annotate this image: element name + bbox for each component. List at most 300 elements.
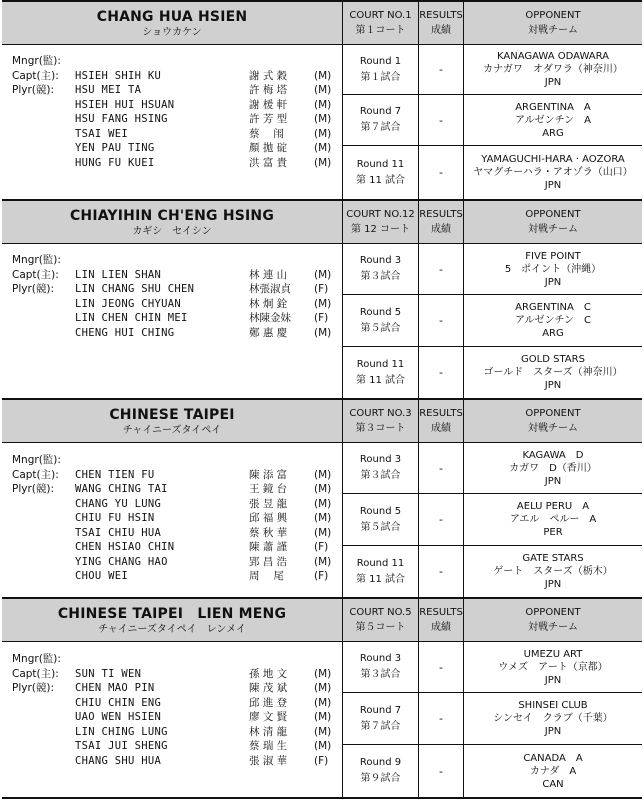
opponent-cell <box>464 745 642 797</box>
player-gender: (F) <box>314 312 329 324</box>
round-cell <box>343 642 419 692</box>
round-label: Round 9 <box>359 757 402 768</box>
player-name-zh: 鄭 惠 慶 <box>249 326 288 339</box>
opponent-label-jp: 対戦チーム <box>528 25 578 36</box>
opponent-label: OPPONENT <box>525 607 581 618</box>
results-label-jp: 成績 <box>431 423 451 434</box>
results-label-jp: 成績 <box>431 622 451 633</box>
results-label: RESULTS <box>419 10 463 21</box>
opponent-name-jp: カナダ A <box>529 765 577 777</box>
match-row <box>343 546 642 597</box>
team-body <box>2 45 642 199</box>
opponent-name-jp: 5 ポイント（沖縄） <box>504 263 602 275</box>
player-row <box>2 98 342 113</box>
player-row <box>2 725 342 740</box>
court-number: COURT NO.3 <box>349 408 412 419</box>
court-cell <box>343 201 419 243</box>
court-number: COURT NO.1 <box>349 10 412 21</box>
player-name-zh: 顏 拋 碇 <box>249 142 288 154</box>
team-body <box>2 642 642 797</box>
opponent-name-jp: シンセイ クラブ（千葉） <box>493 713 613 724</box>
opponent-label-jp: 対戦チーム <box>528 224 578 235</box>
player-list <box>2 642 343 797</box>
role-label: Capt(主): <box>12 69 59 82</box>
team-name-kana: カギシ セイシン <box>132 226 212 237</box>
player-name-zh: 林陳金妹 <box>249 312 291 324</box>
role-label: Mngr(監): <box>12 55 61 67</box>
match-list <box>343 244 642 398</box>
team-name-cell <box>2 400 343 442</box>
team-header <box>2 2 642 45</box>
round-label: Round 5 <box>359 505 402 517</box>
court-cell <box>343 400 419 442</box>
player-gender: (M) <box>314 84 332 96</box>
opponent-header <box>464 599 642 641</box>
team-name: CHINESE TAIPEI <box>109 407 235 423</box>
player-name-zh: 蔡 瑞 生 <box>249 740 288 752</box>
team-header <box>2 400 642 443</box>
round-cell <box>343 494 419 545</box>
court-number-jp: 第１コート <box>355 25 406 36</box>
player-name: CHOU WEI <box>75 570 128 582</box>
role-label: Mngr(監): <box>12 254 61 266</box>
player-row <box>2 282 342 297</box>
player-row <box>2 754 342 769</box>
player-list <box>2 244 343 398</box>
team-name-cell <box>2 201 343 243</box>
match-row <box>343 443 642 494</box>
player-name: TSAI JUI SHENG <box>75 740 168 752</box>
player-gender: (F) <box>314 754 329 767</box>
round-cell <box>343 443 419 493</box>
opponent-country: ARG <box>542 127 564 139</box>
player-row <box>2 453 342 468</box>
player-name-zh: 謝 式 穀 <box>249 69 288 82</box>
opponent-name-jp: カガワ D（香川） <box>509 462 597 474</box>
court-cell <box>343 599 419 641</box>
player-name: CHIU FU HSIN <box>75 512 155 524</box>
player-row <box>2 112 342 127</box>
player-name: SUN TI WEN <box>75 667 142 680</box>
player-name-zh: 邱 進 登 <box>249 696 288 709</box>
match-list <box>343 443 642 597</box>
player-gender: (M) <box>314 297 332 310</box>
result-cell: - <box>419 494 464 545</box>
opponent-header <box>464 2 642 44</box>
player-name-zh: 林 連 山 <box>249 268 288 281</box>
role-label: Mngr(監): <box>12 454 61 466</box>
court-number-jp: 第５コート <box>355 622 406 633</box>
round-cell <box>343 295 419 346</box>
round-cell <box>343 95 419 145</box>
opponent-country: JPN <box>544 77 562 88</box>
player-gender: (M) <box>314 725 332 738</box>
opponent-country: JPN <box>544 380 562 391</box>
player-name: YING CHANG HAO <box>75 555 168 568</box>
result-cell: - <box>419 95 464 145</box>
result-cell: - <box>419 546 464 597</box>
match-row <box>343 494 642 546</box>
player-row <box>2 127 342 142</box>
results-label: RESULTS <box>419 607 463 618</box>
match-row <box>343 642 642 693</box>
opponent-name: UMEZU ART <box>523 648 583 660</box>
opponent-cell <box>464 642 642 692</box>
opponent-name: ARGENTINA A <box>515 101 591 113</box>
result-cell: - <box>419 295 464 346</box>
opponent-name: AELU PERU A <box>516 501 590 512</box>
court-number-jp: 第 12 コート <box>350 224 411 235</box>
round-label: Round 11 <box>356 358 405 370</box>
team-name: CHINESE TAIPEI LIEN MENG <box>57 606 287 622</box>
opponent-cell <box>464 295 642 346</box>
round-cell <box>343 546 419 597</box>
player-row <box>2 311 342 326</box>
match-row <box>343 347 642 398</box>
team-block <box>2 400 642 599</box>
player-name: CHEN HSIAO CHIN <box>75 541 175 553</box>
round-label: Round 7 <box>359 704 402 716</box>
team-block <box>2 2 642 201</box>
player-name-zh: 周 尾 <box>249 570 284 582</box>
round-cell <box>343 146 419 199</box>
round-label: Round 7 <box>359 106 402 117</box>
round-label-jp: 第７試合 <box>360 122 401 133</box>
opponent-cell <box>464 347 642 398</box>
results-label: RESULTS <box>419 209 463 220</box>
player-name: LIN CHING LUNG <box>75 725 168 738</box>
match-row <box>343 693 642 745</box>
court-number: COURT NO.12 <box>346 209 415 220</box>
result-cell: - <box>419 146 464 199</box>
result-cell: - <box>419 745 464 797</box>
player-row <box>2 511 342 526</box>
player-name: CHEN TIEN FU <box>75 468 155 481</box>
player-name: LIN LIEN SHAN <box>75 268 162 281</box>
player-row <box>2 326 342 341</box>
opponent-label: OPPONENT <box>525 408 581 419</box>
round-cell <box>343 244 419 294</box>
opponent-name: KANAGAWA ODAWARA <box>496 51 610 62</box>
round-label: Round 3 <box>359 653 402 664</box>
opponent-name: ARGENTINA C <box>515 302 591 313</box>
opponent-name: YAMAGUCHI-HARA · AOZORA <box>481 154 625 165</box>
player-gender: (M) <box>314 268 332 281</box>
opponent-label-jp: 対戦チーム <box>528 423 578 434</box>
opponent-label: OPPONENT <box>525 10 581 21</box>
player-gender: (M) <box>314 512 332 524</box>
player-name: HSIEH HUI HSUAN <box>75 98 175 111</box>
player-name: CHIU CHIN ENG <box>75 696 162 709</box>
opponent-cell <box>464 443 642 493</box>
results-header <box>419 2 464 44</box>
role-label: Plyr(競): <box>12 483 55 495</box>
player-row <box>2 468 342 483</box>
opponent-name: GATE STARS <box>522 553 584 564</box>
match-row <box>343 244 642 295</box>
result-cell: - <box>419 244 464 294</box>
result-cell: - <box>419 443 464 493</box>
player-name-zh: 張 昱 龍 <box>249 497 288 510</box>
team-name-kana: ショウカケン <box>142 27 202 38</box>
player-row <box>2 652 342 667</box>
player-name: TSAI WEI <box>75 127 128 140</box>
result-cell: - <box>419 45 464 94</box>
player-name-zh: 許 芳 型 <box>249 113 288 125</box>
player-list <box>2 45 343 199</box>
player-gender: (M) <box>314 711 332 723</box>
opponent-name-jp: アルゼンチン C <box>514 315 592 326</box>
player-row <box>2 540 342 555</box>
results-header <box>419 400 464 442</box>
player-name-zh: 蔡 秋 華 <box>249 526 288 539</box>
player-row <box>2 667 342 682</box>
opponent-name-jp: ゴールド スターズ（神奈川） <box>483 367 623 378</box>
match-row <box>343 95 642 146</box>
round-label-jp: 第 11 試合 <box>355 374 406 386</box>
opponent-cell <box>464 95 642 145</box>
player-name-zh: 謝 楥 軒 <box>249 98 288 111</box>
player-row <box>2 297 342 312</box>
player-name: HSIEH SHIH KU <box>75 69 162 82</box>
round-label-jp: 第５試合 <box>360 322 401 334</box>
player-name-zh: 林張淑貞 <box>249 283 291 295</box>
player-gender: (F) <box>314 570 329 582</box>
opponent-label-jp: 対戦チーム <box>528 622 578 633</box>
player-name: HSU FANG HSING <box>75 113 168 125</box>
opponent-country: CAN <box>542 778 564 790</box>
player-gender: (M) <box>314 113 332 125</box>
round-label-jp: 第５試合 <box>360 521 401 533</box>
round-label-jp: 第 11 試合 <box>355 573 406 585</box>
player-row <box>2 268 342 283</box>
opponent-country: JPN <box>544 726 562 737</box>
player-name: LIN CHEN CHIN MEI <box>75 312 188 324</box>
results-label-jp: 成績 <box>431 224 451 235</box>
player-name: LIN JEONG CHYUAN <box>75 297 181 310</box>
player-gender: (M) <box>314 69 332 82</box>
round-cell <box>343 745 419 797</box>
round-cell <box>343 45 419 94</box>
opponent-country: JPN <box>544 276 562 288</box>
role-label: Capt(主): <box>12 268 59 281</box>
player-row <box>2 141 342 156</box>
player-row <box>2 569 342 584</box>
team-block <box>2 599 642 799</box>
player-gender: (M) <box>314 555 332 568</box>
player-name-zh: 孫 地 文 <box>249 667 288 680</box>
player-name: WANG CHING TAI <box>75 483 168 495</box>
court-number: COURT NO.5 <box>349 607 412 618</box>
opponent-name-jp: アエル ペルー A <box>509 514 597 525</box>
player-gender: (M) <box>314 740 332 752</box>
role-label: Capt(主): <box>12 468 59 481</box>
player-name-zh: 邱 福 興 <box>249 512 288 524</box>
opponent-name: SHINSEI CLUB <box>518 700 588 711</box>
opponent-country: JPN <box>544 579 562 590</box>
opponent-cell <box>464 693 642 744</box>
opponent-cell <box>464 494 642 545</box>
opponent-name: GOLD STARS <box>521 354 585 365</box>
result-cell: - <box>419 693 464 744</box>
player-name-zh: 蔡 闱 <box>249 127 284 140</box>
player-name-zh: 陳 茂 斌 <box>249 682 288 694</box>
round-label-jp: 第 11 試合 <box>355 174 406 186</box>
match-row <box>343 146 642 199</box>
team-name-cell <box>2 2 343 44</box>
opponent-country: JPN <box>544 180 562 191</box>
player-name-zh: 林 炯 銓 <box>249 297 288 310</box>
opponent-name-jp: ウメズ アート（京都） <box>498 661 608 673</box>
player-gender: (M) <box>314 696 332 709</box>
opponent-country: JPN <box>544 674 562 686</box>
team-block <box>2 201 642 400</box>
round-label: Round 11 <box>356 557 405 569</box>
court-cell <box>343 2 419 44</box>
opponent-name-jp: アルゼンチン A <box>515 114 591 126</box>
player-row <box>2 497 342 512</box>
player-name-zh: 林 清 龍 <box>249 725 288 738</box>
opponent-country: PER <box>543 527 563 538</box>
opponent-cell <box>464 244 642 294</box>
player-gender: (M) <box>314 142 332 154</box>
results-header <box>419 599 464 641</box>
role-label: Plyr(競): <box>12 682 55 694</box>
player-gender: (M) <box>314 468 332 481</box>
round-label: Round 3 <box>359 454 402 465</box>
player-row <box>2 555 342 570</box>
round-label: Round 11 <box>356 158 405 170</box>
player-name-zh: 許 梅 塔 <box>249 84 288 96</box>
round-cell <box>343 347 419 398</box>
role-label: Plyr(競): <box>12 283 55 295</box>
player-row <box>2 681 342 696</box>
opponent-name-jp: ヤマグチーハラ・アオゾラ（山口） <box>473 167 633 178</box>
player-gender: (M) <box>314 526 332 539</box>
opponent-name-jp: カナガワ オダワラ（神奈川） <box>483 64 623 75</box>
opponent-cell <box>464 45 642 94</box>
results-label: RESULTS <box>419 408 463 419</box>
round-label-jp: 第１試合 <box>360 71 401 83</box>
player-name: HSU MEI TA <box>75 84 142 96</box>
player-row <box>2 526 342 541</box>
player-row <box>2 696 342 711</box>
player-row <box>2 156 342 171</box>
opponent-header <box>464 201 642 243</box>
results-header <box>419 201 464 243</box>
opponent-header <box>464 400 642 442</box>
player-row <box>2 482 342 497</box>
round-cell <box>343 693 419 744</box>
round-label: Round 3 <box>359 255 402 266</box>
round-label: Round 5 <box>359 306 402 318</box>
result-cell: - <box>419 642 464 692</box>
player-row <box>2 739 342 754</box>
opponent-name: FIVE POINT <box>525 250 581 262</box>
match-list <box>343 45 642 199</box>
player-gender: (M) <box>314 127 332 140</box>
court-number-jp: 第３コート <box>355 423 406 434</box>
player-gender: (M) <box>314 326 332 339</box>
player-name-zh: 王 鏡 台 <box>249 483 288 495</box>
player-name: CHEN MAO PIN <box>75 682 155 694</box>
player-gender: (M) <box>314 156 332 169</box>
opponent-country: JPN <box>544 475 562 487</box>
round-label-jp: 第３試合 <box>360 271 401 282</box>
player-name-zh: 陳 蕭 謹 <box>249 541 288 553</box>
team-header <box>2 599 642 642</box>
player-name: CHANG YU LUNG <box>75 497 162 510</box>
player-name-zh: 洪 富 貴 <box>249 156 288 169</box>
opponent-cell <box>464 146 642 199</box>
player-name: CHENG HUI CHING <box>75 326 175 339</box>
match-row <box>343 295 642 347</box>
player-name: TSAI CHIU HUA <box>75 526 162 539</box>
player-gender: (M) <box>314 667 332 680</box>
player-row <box>2 710 342 725</box>
role-label: Plyr(競): <box>12 84 55 96</box>
team-name: CHIAYIHIN CH'ENG HSING <box>69 208 275 224</box>
player-name: UAO WEN HSIEN <box>75 711 162 723</box>
team-body <box>2 244 642 398</box>
player-name-zh: 陳 添 富 <box>249 468 288 481</box>
player-row <box>2 83 342 98</box>
player-row <box>2 54 342 69</box>
player-gender: (M) <box>314 682 332 694</box>
opponent-label: OPPONENT <box>525 209 581 220</box>
opponent-cell <box>464 546 642 597</box>
team-body <box>2 443 642 597</box>
round-label-jp: 第３試合 <box>360 470 401 481</box>
round-label-jp: 第９試合 <box>360 773 401 784</box>
player-row <box>2 253 342 268</box>
player-name: CHANG SHU HUA <box>75 754 162 767</box>
team-name-cell <box>2 599 343 641</box>
team-name: CHANG HUA HSIEN <box>96 9 248 25</box>
result-cell: - <box>419 347 464 398</box>
role-label: Capt(主): <box>12 667 59 680</box>
round-label-jp: 第７試合 <box>360 720 401 732</box>
player-name-zh: 張 淑 華 <box>249 754 288 767</box>
round-label-jp: 第３試合 <box>360 669 401 680</box>
opponent-name: CANADA A <box>523 752 583 764</box>
match-list <box>343 642 642 797</box>
player-gender: (M) <box>314 98 332 111</box>
team-schedule-sheet <box>2 0 642 799</box>
player-name: YEN PAU TING <box>75 142 155 154</box>
player-name-zh: 郢 昌 浩 <box>249 555 288 568</box>
results-label-jp: 成績 <box>431 25 451 36</box>
opponent-name: KAGAWA D <box>522 449 584 461</box>
player-row <box>2 69 342 84</box>
match-row <box>343 45 642 95</box>
role-label: Mngr(監): <box>12 653 61 665</box>
opponent-country: ARG <box>542 328 564 339</box>
player-name: HUNG FU KUEI <box>75 156 155 169</box>
team-name-kana: チャイニーズタイペイ レンメイ <box>98 624 246 635</box>
player-gender: (F) <box>314 541 329 553</box>
player-gender: (F) <box>314 283 329 295</box>
team-name-kana: チャイニーズタイペイ <box>122 425 222 436</box>
round-label: Round 1 <box>359 55 402 67</box>
player-gender: (M) <box>314 483 332 495</box>
team-header <box>2 201 642 244</box>
match-row <box>343 745 642 797</box>
player-name: LIN CHANG SHU CHEN <box>75 283 195 295</box>
player-name-zh: 廖 文 賢 <box>249 711 288 723</box>
player-list <box>2 443 343 597</box>
opponent-name-jp: ゲート スターズ（栃木） <box>493 566 613 577</box>
